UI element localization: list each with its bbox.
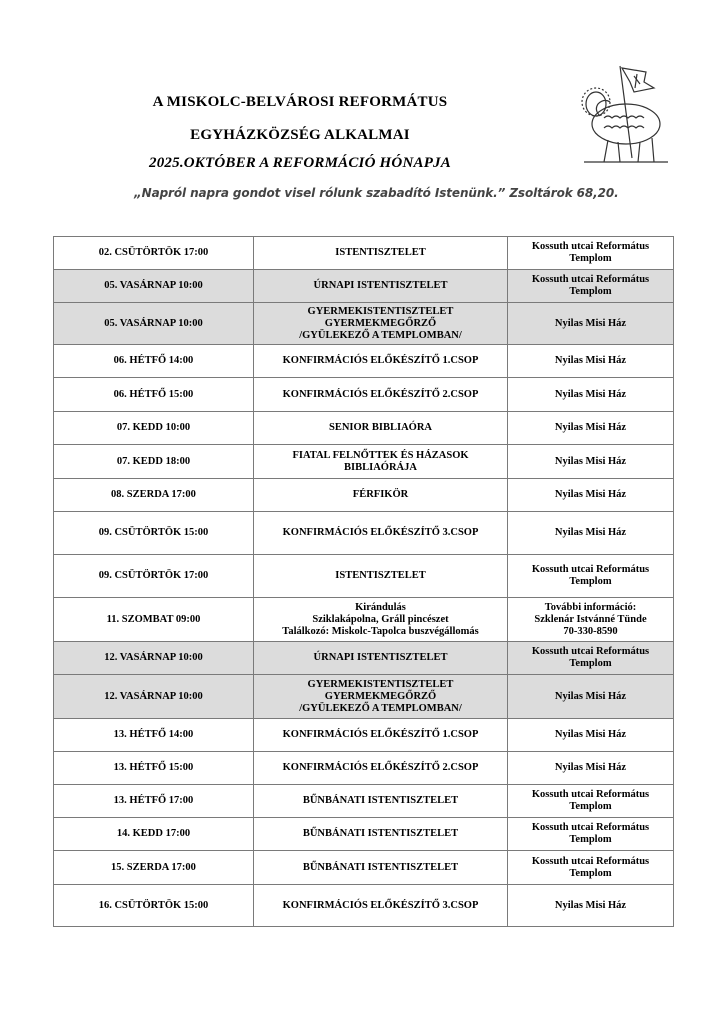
table-row: [54, 675, 674, 719]
place-cell: Kossuth utcai Református Templom: [508, 237, 674, 270]
place-cell: Nyilas Misi Ház: [508, 512, 674, 555]
event-cell: KONFIRMÁCIÓS ELŐKÉSZÍTŐ 2.CSOP: [254, 378, 508, 412]
date-cell: 12. VASÁRNAP 10:00: [54, 642, 254, 675]
date-cell: 11. SZOMBAT 09:00: [54, 598, 254, 642]
date-cell: 12. VASÁRNAP 10:00: [54, 675, 254, 719]
table-row: [54, 752, 674, 785]
place-cell: Kossuth utcai Református Templom: [508, 555, 674, 598]
place-cell: Kossuth utcai Református Templom: [508, 642, 674, 675]
date-cell: 16. CSÜTÖRTÖK 15:00: [54, 885, 254, 927]
table-row: [54, 851, 674, 885]
event-cell: Kirándulás Sziklakápolna, Gráll pincészet Találkozó: Miskolc-Tapolca buszvégállomás: [254, 598, 508, 642]
table-row: [54, 555, 674, 598]
event-cell: KONFIRMÁCIÓS ELŐKÉSZÍTŐ 1.CSOP: [254, 719, 508, 752]
title-line-1: A MISKOLC-BELVÁROSI REFORMÁTUS: [152, 94, 448, 110]
table-row: [54, 818, 674, 851]
date-cell: 14. KEDD 17:00: [54, 818, 254, 851]
place-cell: Nyilas Misi Ház: [508, 345, 674, 378]
table-row: [54, 719, 674, 752]
event-cell: ISTENTISZTELET: [254, 555, 508, 598]
table-row: [54, 412, 674, 445]
place-cell: További információ: Szklenár Istvánné Tünde 70-330-8590: [508, 598, 674, 642]
place-cell: Nyilas Misi Ház: [508, 479, 674, 512]
table-row: [54, 642, 674, 675]
event-cell: ISTENTISZTELET: [254, 237, 508, 270]
event-cell: FÉRFIKÖR: [254, 479, 508, 512]
table-row: [54, 270, 674, 303]
event-cell: BŰNBÁNATI ISTENTISZTELET: [254, 785, 508, 818]
event-cell: ÚRNAPI ISTENTISZTELET: [254, 642, 508, 675]
event-cell: KONFIRMÁCIÓS ELŐKÉSZÍTŐ 3.CSOP: [254, 512, 508, 555]
event-cell: GYERMEKISTENTISZTELET GYERMEKMEGŐRZŐ /GYÜLEKEZŐ A TEMPLOMBAN/: [254, 675, 508, 719]
date-cell: 13. HÉTFŐ 17:00: [54, 785, 254, 818]
place-cell: Nyilas Misi Ház: [508, 675, 674, 719]
title-line-3: 2025.OKTÓBER A REFORMÁCIÓ HÓNAPJA: [149, 155, 451, 171]
date-cell: 07. KEDD 18:00: [54, 445, 254, 479]
date-cell: 07. KEDD 10:00: [54, 412, 254, 445]
place-cell: Kossuth utcai Református Templom: [508, 785, 674, 818]
date-cell: 09. CSÜTÖRTÖK 17:00: [54, 555, 254, 598]
event-cell: KONFIRMÁCIÓS ELŐKÉSZÍTŐ 2.CSOP: [254, 752, 508, 785]
table-row: [54, 785, 674, 818]
place-cell: Nyilas Misi Ház: [508, 719, 674, 752]
event-cell: BŰNBÁNATI ISTENTISZTELET: [254, 851, 508, 885]
event-cell: ÚRNAPI ISTENTISZTELET: [254, 270, 508, 303]
table-row: [54, 237, 674, 270]
place-cell: Nyilas Misi Ház: [508, 378, 674, 412]
lamb-of-god-icon: [574, 58, 670, 168]
event-cell: BŰNBÁNATI ISTENTISZTELET: [254, 818, 508, 851]
table-row: [54, 512, 674, 555]
bible-verse: „Napról napra gondot visel rólunk szabadító Istenünk.” Zsoltárok 68,20.: [134, 186, 619, 200]
date-cell: 06. HÉTFŐ 15:00: [54, 378, 254, 412]
title-line-2: EGYHÁZKÖZSÉG ALKALMAI: [190, 127, 410, 143]
place-cell: Kossuth utcai Református Templom: [508, 270, 674, 303]
schedule-table: [53, 236, 674, 927]
table-row: [54, 345, 674, 378]
table-row: [54, 445, 674, 479]
table-row: [54, 303, 674, 345]
place-cell: Nyilas Misi Ház: [508, 412, 674, 445]
event-cell: KONFIRMÁCIÓS ELŐKÉSZÍTŐ 1.CSOP: [254, 345, 508, 378]
place-cell: Nyilas Misi Ház: [508, 303, 674, 345]
date-cell: 05. VASÁRNAP 10:00: [54, 270, 254, 303]
date-cell: 13. HÉTFŐ 14:00: [54, 719, 254, 752]
place-cell: Nyilas Misi Ház: [508, 885, 674, 927]
event-cell: FIATAL FELNŐTTEK ÉS HÁZASOK BIBLIAÓRÁJA: [254, 445, 508, 479]
place-cell: Nyilas Misi Ház: [508, 752, 674, 785]
event-cell: SENIOR BIBLIAÓRA: [254, 412, 508, 445]
place-cell: Kossuth utcai Református Templom: [508, 851, 674, 885]
table-row: [54, 885, 674, 927]
date-cell: 05. VASÁRNAP 10:00: [54, 303, 254, 345]
place-cell: Nyilas Misi Ház: [508, 445, 674, 479]
event-cell: GYERMEKISTENTISZTELET GYERMEKMEGŐRZŐ /GYÜLEKEZŐ A TEMPLOMBAN/: [254, 303, 508, 345]
date-cell: 09. CSÜTÖRTÖK 15:00: [54, 512, 254, 555]
table-row: [54, 598, 674, 642]
event-cell: KONFIRMÁCIÓS ELŐKÉSZÍTŐ 3.CSOP: [254, 885, 508, 927]
date-cell: 06. HÉTFŐ 14:00: [54, 345, 254, 378]
date-cell: 15. SZERDA 17:00: [54, 851, 254, 885]
date-cell: 08. SZERDA 17:00: [54, 479, 254, 512]
table-row: [54, 479, 674, 512]
table-row: [54, 378, 674, 412]
date-cell: 02. CSÜTÖRTÖK 17:00: [54, 237, 254, 270]
date-cell: 13. HÉTFŐ 15:00: [54, 752, 254, 785]
place-cell: Kossuth utcai Református Templom: [508, 818, 674, 851]
